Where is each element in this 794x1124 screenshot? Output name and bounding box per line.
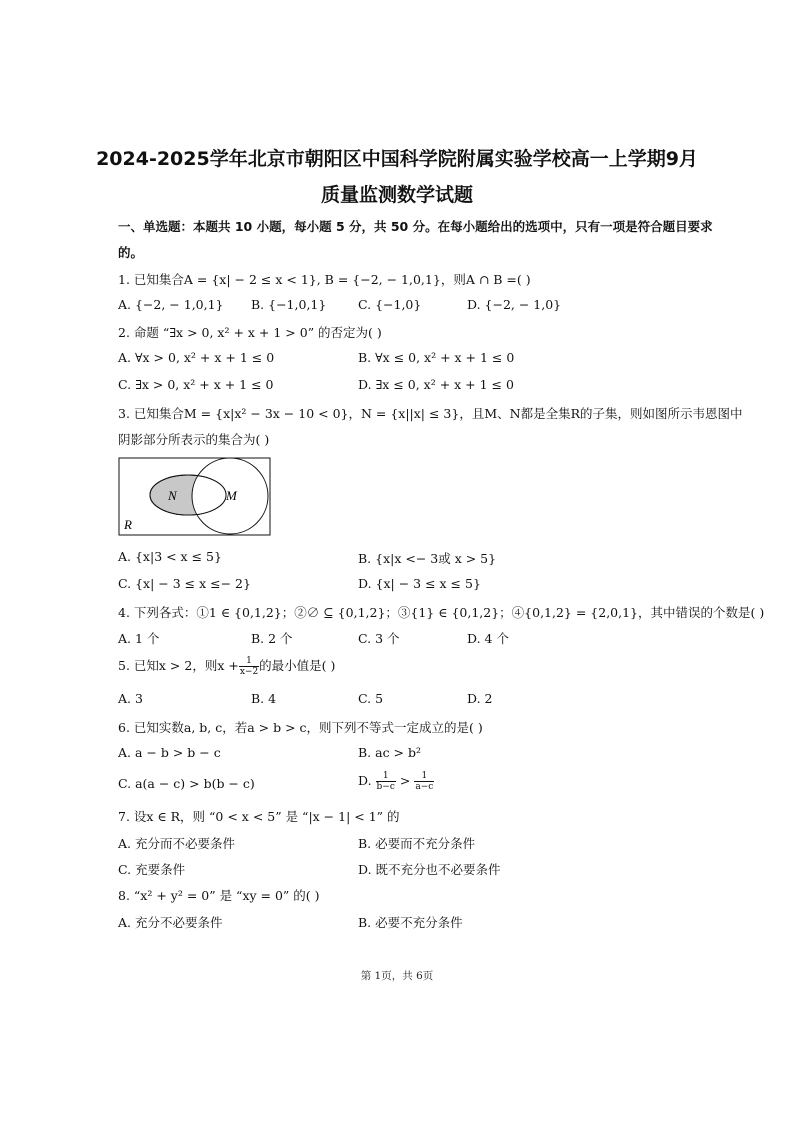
question-1-option-b: B. {−1,0,1}: [251, 297, 327, 312]
fraction-numerator: 1: [414, 771, 434, 782]
question-6-stem: 6. 已知实数a, b, c，若a > b > c，则下列不等式一定成立的是( ): [118, 720, 483, 735]
question-5-option-d: D. 2: [467, 691, 493, 706]
question-2-option-d: D. ∃x ≤ 0, x² + x + 1 ≤ 0: [358, 377, 514, 392]
question-5-fraction-denominator: x−2: [239, 667, 259, 677]
question-7-option-b: B. 必要而不充分条件: [358, 836, 476, 851]
question-4-option-c: C. 3 个: [358, 631, 400, 646]
question-8-stem: 8. “x² + y² = 0” 是 “xy = 0” 的( ): [118, 888, 320, 903]
question-2-option-c: C. ∃x > 0, x² + x + 1 ≤ 0: [118, 377, 274, 392]
question-4-stem: 4. 下列各式：①1 ∈ {0,1,2}；②∅ ⊆ {0,1,2}；③{1} ∈ {0,1,2}；④{0,1,2} = {2,0,1}，其中错误的个数是( ): [118, 605, 765, 620]
venn-label-r: R: [124, 517, 132, 532]
question-5-fraction: [239, 656, 259, 677]
fraction-denominator: a−c: [415, 782, 434, 792]
question-2-stem: 2. 命题 “∃x > 0, x² + x + 1 > 0” 的否定为( ): [118, 325, 382, 340]
section-instructions-line-2: 的。: [118, 245, 144, 260]
question-3-stem-line-2: 阴影部分所表示的集合为( ): [118, 432, 270, 447]
question-7-stem: 7. 设x ∈ R，则 “0 < x < 5” 是 “|x − 1| < 1” 的: [118, 809, 400, 824]
question-6-option-d-label: D.: [358, 773, 372, 788]
question-3-option-d: D. {x| − 3 ≤ x ≤ 5}: [358, 576, 481, 591]
venn-diagram: [118, 457, 272, 537]
question-6-option-d: [358, 771, 434, 792]
question-2-option-b: B. ∀x ≤ 0, x² + x + 1 ≤ 0: [358, 350, 515, 365]
question-4-option-d: D. 4 个: [467, 631, 509, 646]
question-1-option-a: A. {−2, − 1,0,1}: [118, 297, 224, 312]
question-1-option-c: C. {−1,0}: [358, 297, 422, 312]
question-7-option-a: A. 充分而不必要条件: [118, 836, 235, 851]
question-5-fraction-numerator: 1: [239, 656, 259, 667]
question-5-option-a: A. 3: [118, 691, 143, 706]
venn-label-n: N: [168, 488, 177, 503]
exam-title-line-2: 质量监测数学试题: [320, 184, 473, 206]
fraction-denominator: b−c: [376, 782, 395, 792]
fraction-numerator: 1: [376, 771, 396, 782]
question-3-stem-line-1: 3. 已知集合M = {x|x² − 3x − 10 < 0}，N = {x||x| ≤ 3}，且M、N都是全集R的子集，则如图所示韦恩图中: [118, 406, 743, 421]
question-3-option-c: C. {x| − 3 ≤ x ≤− 2}: [118, 576, 251, 591]
question-6-option-a: A. a − b > b − c: [118, 745, 221, 760]
question-6-option-d-fraction-2: [414, 771, 434, 792]
question-5-option-b: B. 4: [251, 691, 277, 706]
question-6-option-d-fraction-1: [376, 771, 396, 792]
question-4-option-b: B. 2 个: [251, 631, 293, 646]
question-1-option-d: D. {−2, − 1,0}: [467, 297, 562, 312]
question-6-option-c: C. a(a − c) > b(b − c): [118, 776, 255, 791]
exam-title-line-1: 2024-2025学年北京市朝阳区中国科学院附属实验学校高一上学期9月: [96, 148, 698, 170]
question-6-option-d-operator: >: [399, 773, 411, 788]
question-5-stem-post: 的最小值是( ): [259, 658, 336, 673]
question-3-option-b: B. {x|x <− 3或 x > 5}: [358, 551, 497, 566]
question-1-stem: 1. 已知集合A = {x| − 2 ≤ x < 1}, B = {−2, − 1,0,1}，则A ∩ B =( ): [118, 272, 531, 287]
question-7-option-d: D. 既不充分也不必要条件: [358, 862, 501, 877]
question-2-option-a: A. ∀x > 0, x² + x + 1 ≤ 0: [118, 350, 275, 365]
question-3-option-a: A. {x|3 < x ≤ 5}: [118, 549, 222, 564]
section-instructions-line-1: 一、单选题：本题共 10 小题，每小题 5 分，共 50 分。在每小题给出的选项中，只有一项是符合题目要求: [118, 219, 713, 234]
question-6-option-b: B. ac > b²: [358, 745, 422, 760]
question-4-option-a: A. 1 个: [118, 631, 160, 646]
question-8-option-b: B. 必要不充分条件: [358, 915, 463, 930]
question-5-option-c: C. 5: [358, 691, 384, 706]
question-5-stem-pre: 5. 已知x > 2，则x +: [118, 658, 239, 673]
question-7-option-c: C. 充要条件: [118, 862, 186, 877]
question-5-stem: [118, 656, 335, 677]
venn-label-m: M: [226, 488, 237, 503]
page-footer: 第 1页，共 6页: [360, 970, 434, 982]
question-8-option-a: A. 充分不必要条件: [118, 915, 223, 930]
